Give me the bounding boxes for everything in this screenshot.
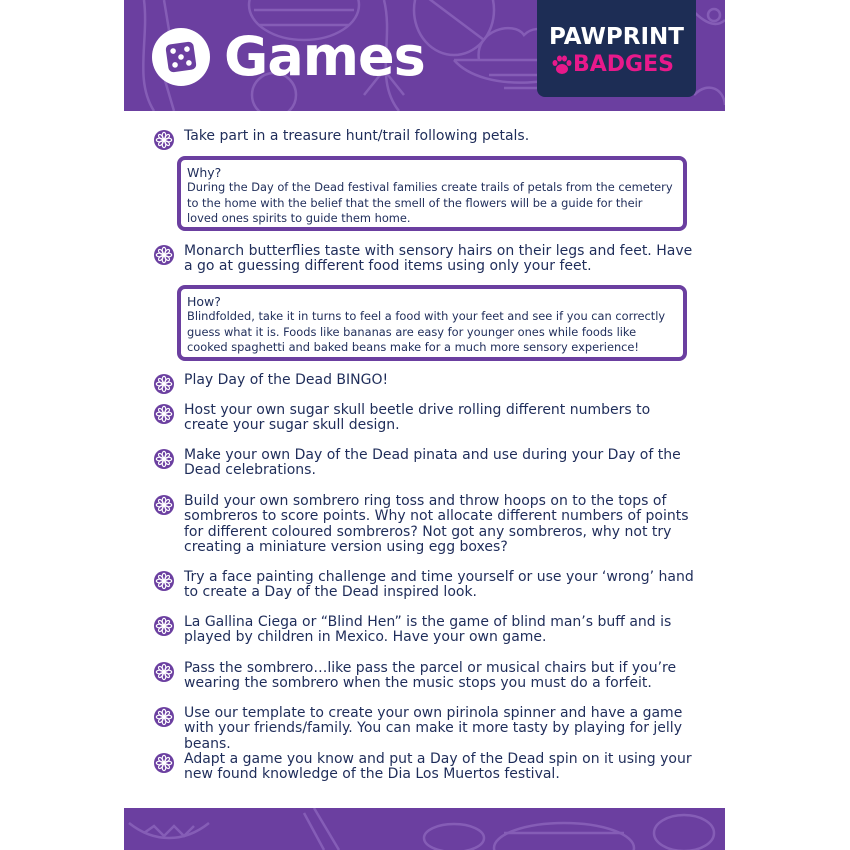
mandala-flower-icon (154, 616, 174, 636)
decorative-pattern (124, 808, 725, 850)
mandala-flower-icon (154, 707, 174, 727)
mandala-flower-icon (154, 245, 174, 265)
page (124, 0, 725, 850)
pawprint-badges-logo (537, 0, 696, 97)
info-box-text: During the Day of the Dead festival families create trails of petals from the cemetery to the home with the belief that the smell of the flowers will be a guide for their loved ones spirits to guide them home. (187, 180, 673, 226)
list-item-text: Play Day of the Dead BINGO! (184, 372, 389, 388)
mandala-flower-icon (154, 374, 174, 394)
footer-banner (124, 808, 725, 850)
logo-text-pawprint: PAWPRINT (549, 24, 684, 50)
list-item-text: Pass the sombrero…like pass the parcel or musical chairs but if you’re wearing the sombrero when the music stops you must do a forfeit. (184, 660, 677, 692)
mandala-flower-icon (154, 495, 174, 515)
paw-icon (551, 54, 573, 76)
mandala-flower-icon (154, 130, 174, 150)
mandala-flower-icon (154, 662, 174, 682)
mandala-flower-icon (154, 404, 174, 424)
list-item-text: Take part in a treasure hunt/trail following petals. (184, 128, 530, 144)
info-box-why (177, 156, 687, 231)
list-item-text: La Gallina Ciega or “Blind Hen” is the game of blind man’s buff and is played by children in Mexico. Have your own game. (184, 614, 672, 646)
mandala-flower-icon (154, 571, 174, 591)
info-box-heading: Why? (187, 165, 222, 180)
dice-icon (152, 28, 210, 86)
logo-text-badges: BADGES (573, 52, 674, 77)
list-item-text: Try a face painting challenge and time yourself or use your ‘wrong’ hand to create a Day of the Dead inspired look. (184, 569, 694, 601)
list-item-text: Monarch butterflies taste with sensory hairs on their legs and feet. Have a go at guessing different food items using only your feet. (184, 243, 693, 275)
list-item-text: Use our template to create your own pirinola spinner and have a game with your friends/family. You can make it more tasty by playing for jelly beans. (184, 705, 683, 752)
info-box-heading: How? (187, 294, 221, 309)
header-banner (124, 0, 725, 111)
list-item-text: Build your own sombrero ring toss and throw hoops on to the tops of sombreros to score points. Why not allocate different numbers of points for different coloured sombreros? Not got any sombreros, why not try creating a miniature version using egg boxes? (184, 493, 689, 555)
mandala-flower-icon (154, 753, 174, 773)
list-item-text: Make your own Day of the Dead pinata and use during your Day of the Dead celebrations. (184, 447, 681, 479)
mandala-flower-icon (154, 449, 174, 469)
dice-badge (152, 28, 210, 86)
page-title: Games (224, 25, 425, 88)
info-box-how (177, 285, 687, 361)
list-item-text: Adapt a game you know and put a Day of the Dead spin on it using your new found knowledge of the Dia Los Muertos festival. (184, 751, 692, 783)
list-item-text: Host your own sugar skull beetle drive rolling different numbers to create your sugar skull design. (184, 402, 651, 434)
info-box-text: Blindfolded, take it in turns to feel a food with your feet and see if you can correctly guess what it is. Foods like bananas are easy for younger ones while foods like cooked spaghetti and baked beans make for a much more sensory experience! (187, 309, 666, 355)
